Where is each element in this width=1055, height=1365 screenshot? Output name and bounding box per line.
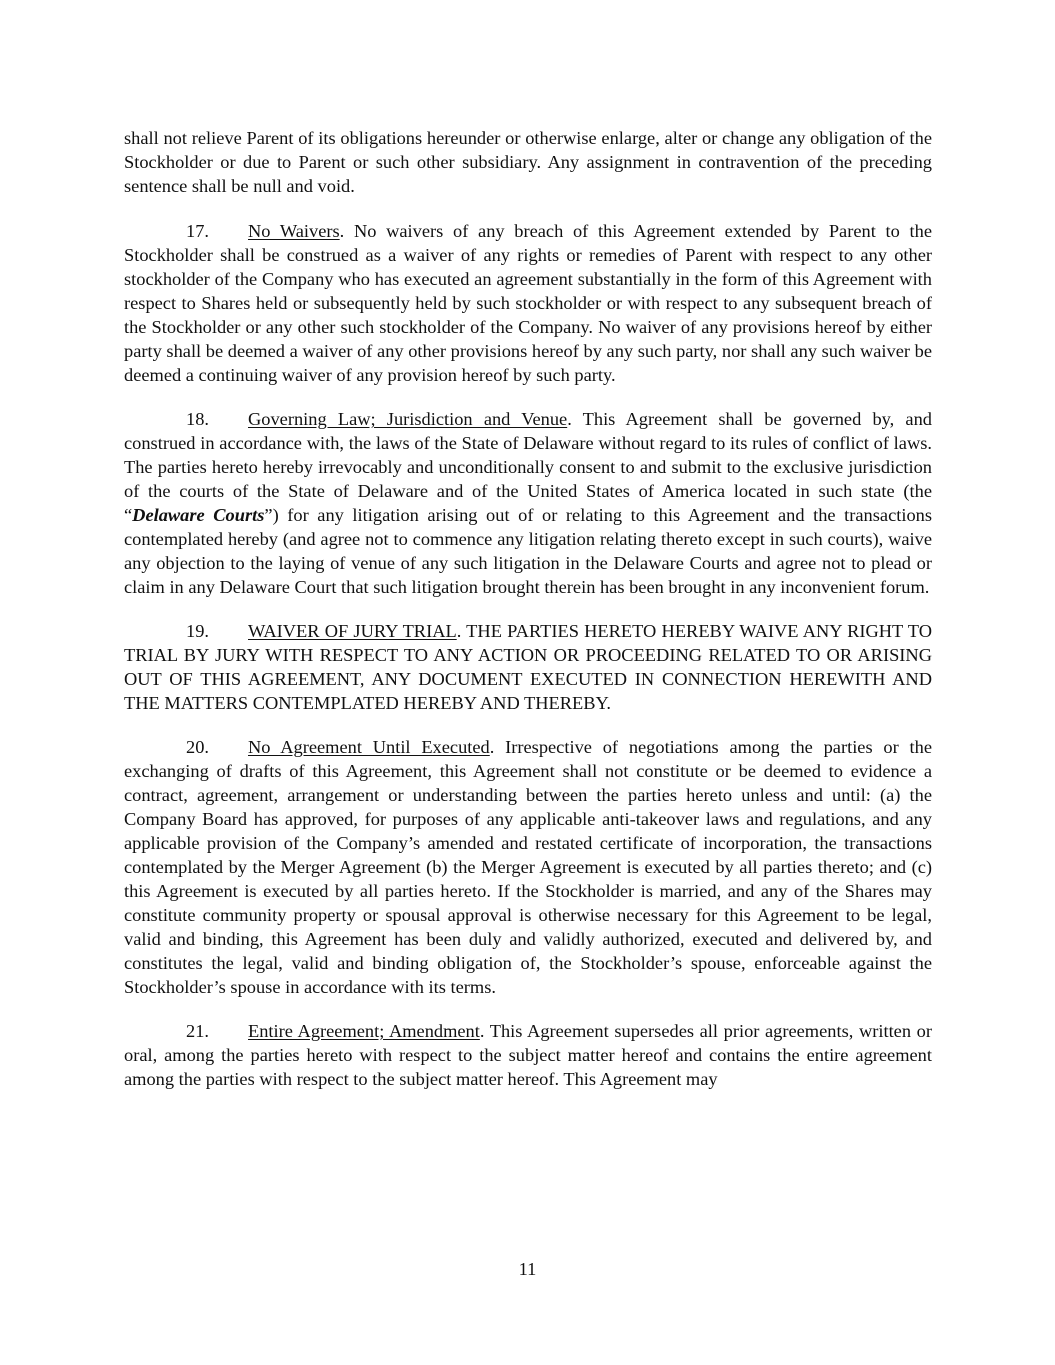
section-18-text-before: . This Agreement shall be governed by, and construed in accordance with, the laws of the State of Delaware without regard to its rules of conflict of laws. The parties hereto hereby irrevocably and unconditionally consent to and submit to the exclusive jurisdiction of the courts of the State of Delaware and of the United States of America located in such state (the “ [124, 409, 932, 525]
section-18-heading: Governing Law; Jurisdiction and Venue [248, 409, 568, 429]
section-18-text-after: ”) for any litigation arising out of or relating to this Agreement and the transactions contemplated hereby (and agree not to commence any litigation relating thereto except in such courts), waive any objection to the laying of venue of any such litigation in the Delaware Courts and agree not to plead or claim in any Delaware Court that such litigation brought therein has been brought in any inconvenient forum. [124, 505, 932, 597]
section-20 [124, 735, 932, 999]
section-17-number: 17. [186, 221, 209, 241]
section-21 [124, 1019, 932, 1091]
section-21-text: . This Agreement supersedes all prior agreements, written or oral, among the parties hereto with respect to the subject matter hereof and contains the entire agreement among the parties with respect to the subject matter hereof. This Agreement may [124, 1021, 932, 1089]
page-number: 11 [518, 1259, 537, 1279]
section-20-heading: No Agreement Until Executed [248, 737, 490, 757]
intro-paragraph: shall not relieve Parent of its obligations hereunder or otherwise enlarge, alter or change any obligation of the Stockholder or due to Parent or such other subsidiary. Any assignment in contravention of the preceding sentence shall be null and void. [124, 128, 932, 196]
section-19-text: . THE PARTIES HERETO HEREBY WAIVE ANY RIGHT TO TRIAL BY JURY WITH RESPECT TO ANY ACTION OR PROCEEDING RELATED TO OR ARISING OUT OF THIS AGREEMENT, ANY DOCUMENT EXECUTED IN CONNECTION HEREWITH AND THE MATTERS CONTEMPLATED HEREBY AND THEREBY. [124, 621, 932, 713]
defined-term-delaware-courts: Delaware Courts [132, 505, 265, 525]
section-19-heading: WAIVER OF JURY TRIAL [248, 621, 457, 641]
document-page [124, 126, 932, 1111]
section-18-number: 18. [186, 409, 209, 429]
section-17 [124, 219, 932, 387]
section-17-heading: No Waivers [248, 221, 340, 241]
section-21-heading: Entire Agreement; Amendment [248, 1021, 480, 1041]
section-19-number: 19. [186, 621, 209, 641]
section-21-number: 21. [186, 1021, 209, 1041]
section-17-text: . No waivers of any breach of this Agreement extended by Parent to the Stockholder shall be construed as a waiver of any rights or remedies of Parent with respect to any other stockholder of the Company who has executed an agreement substantially in the form of this Agreement with respect to Shares held or subsequently held by such stockholder or with respect to any subsequent breach of the Stockholder or any other such stockholder of the Company. No waiver of any provisions hereof by either party shall be deemed a waiver of any other provisions hereof by any such party, nor shall any such waiver be deemed a continuing waiver of any provision hereof by such party. [124, 221, 932, 385]
section-20-number: 20. [186, 737, 209, 757]
section-18 [124, 407, 932, 599]
section-19 [124, 619, 932, 715]
section-20-text: . Irrespective of negotiations among the parties or the exchanging of drafts of this Agreement, this Agreement shall not constitute or be deemed to evidence a contract, agreement, arrangement or understanding between the parties hereto unless and until: (a) the Company Board has approved, for purposes of any applicable anti-takeover laws and regulations, and any applicable provision of the Company’s amended and restated certificate of incorporation, the transactions contemplated by the Merger Agreement (b) the Merger Agreement is executed by all parties thereto; and (c) this Agreement is executed by all parties hereto. If the Stockholder is married, and any of the Shares may constitute community property or spousal approval is otherwise necessary for this Agreement to be legal, valid and binding, this Agreement has been duly and validly authorized, executed and delivered by, and constitutes the legal, valid and binding obligation of, the Stockholder’s spouse, enforceable against the Stockholder’s spouse in accordance with its terms. [124, 737, 932, 997]
